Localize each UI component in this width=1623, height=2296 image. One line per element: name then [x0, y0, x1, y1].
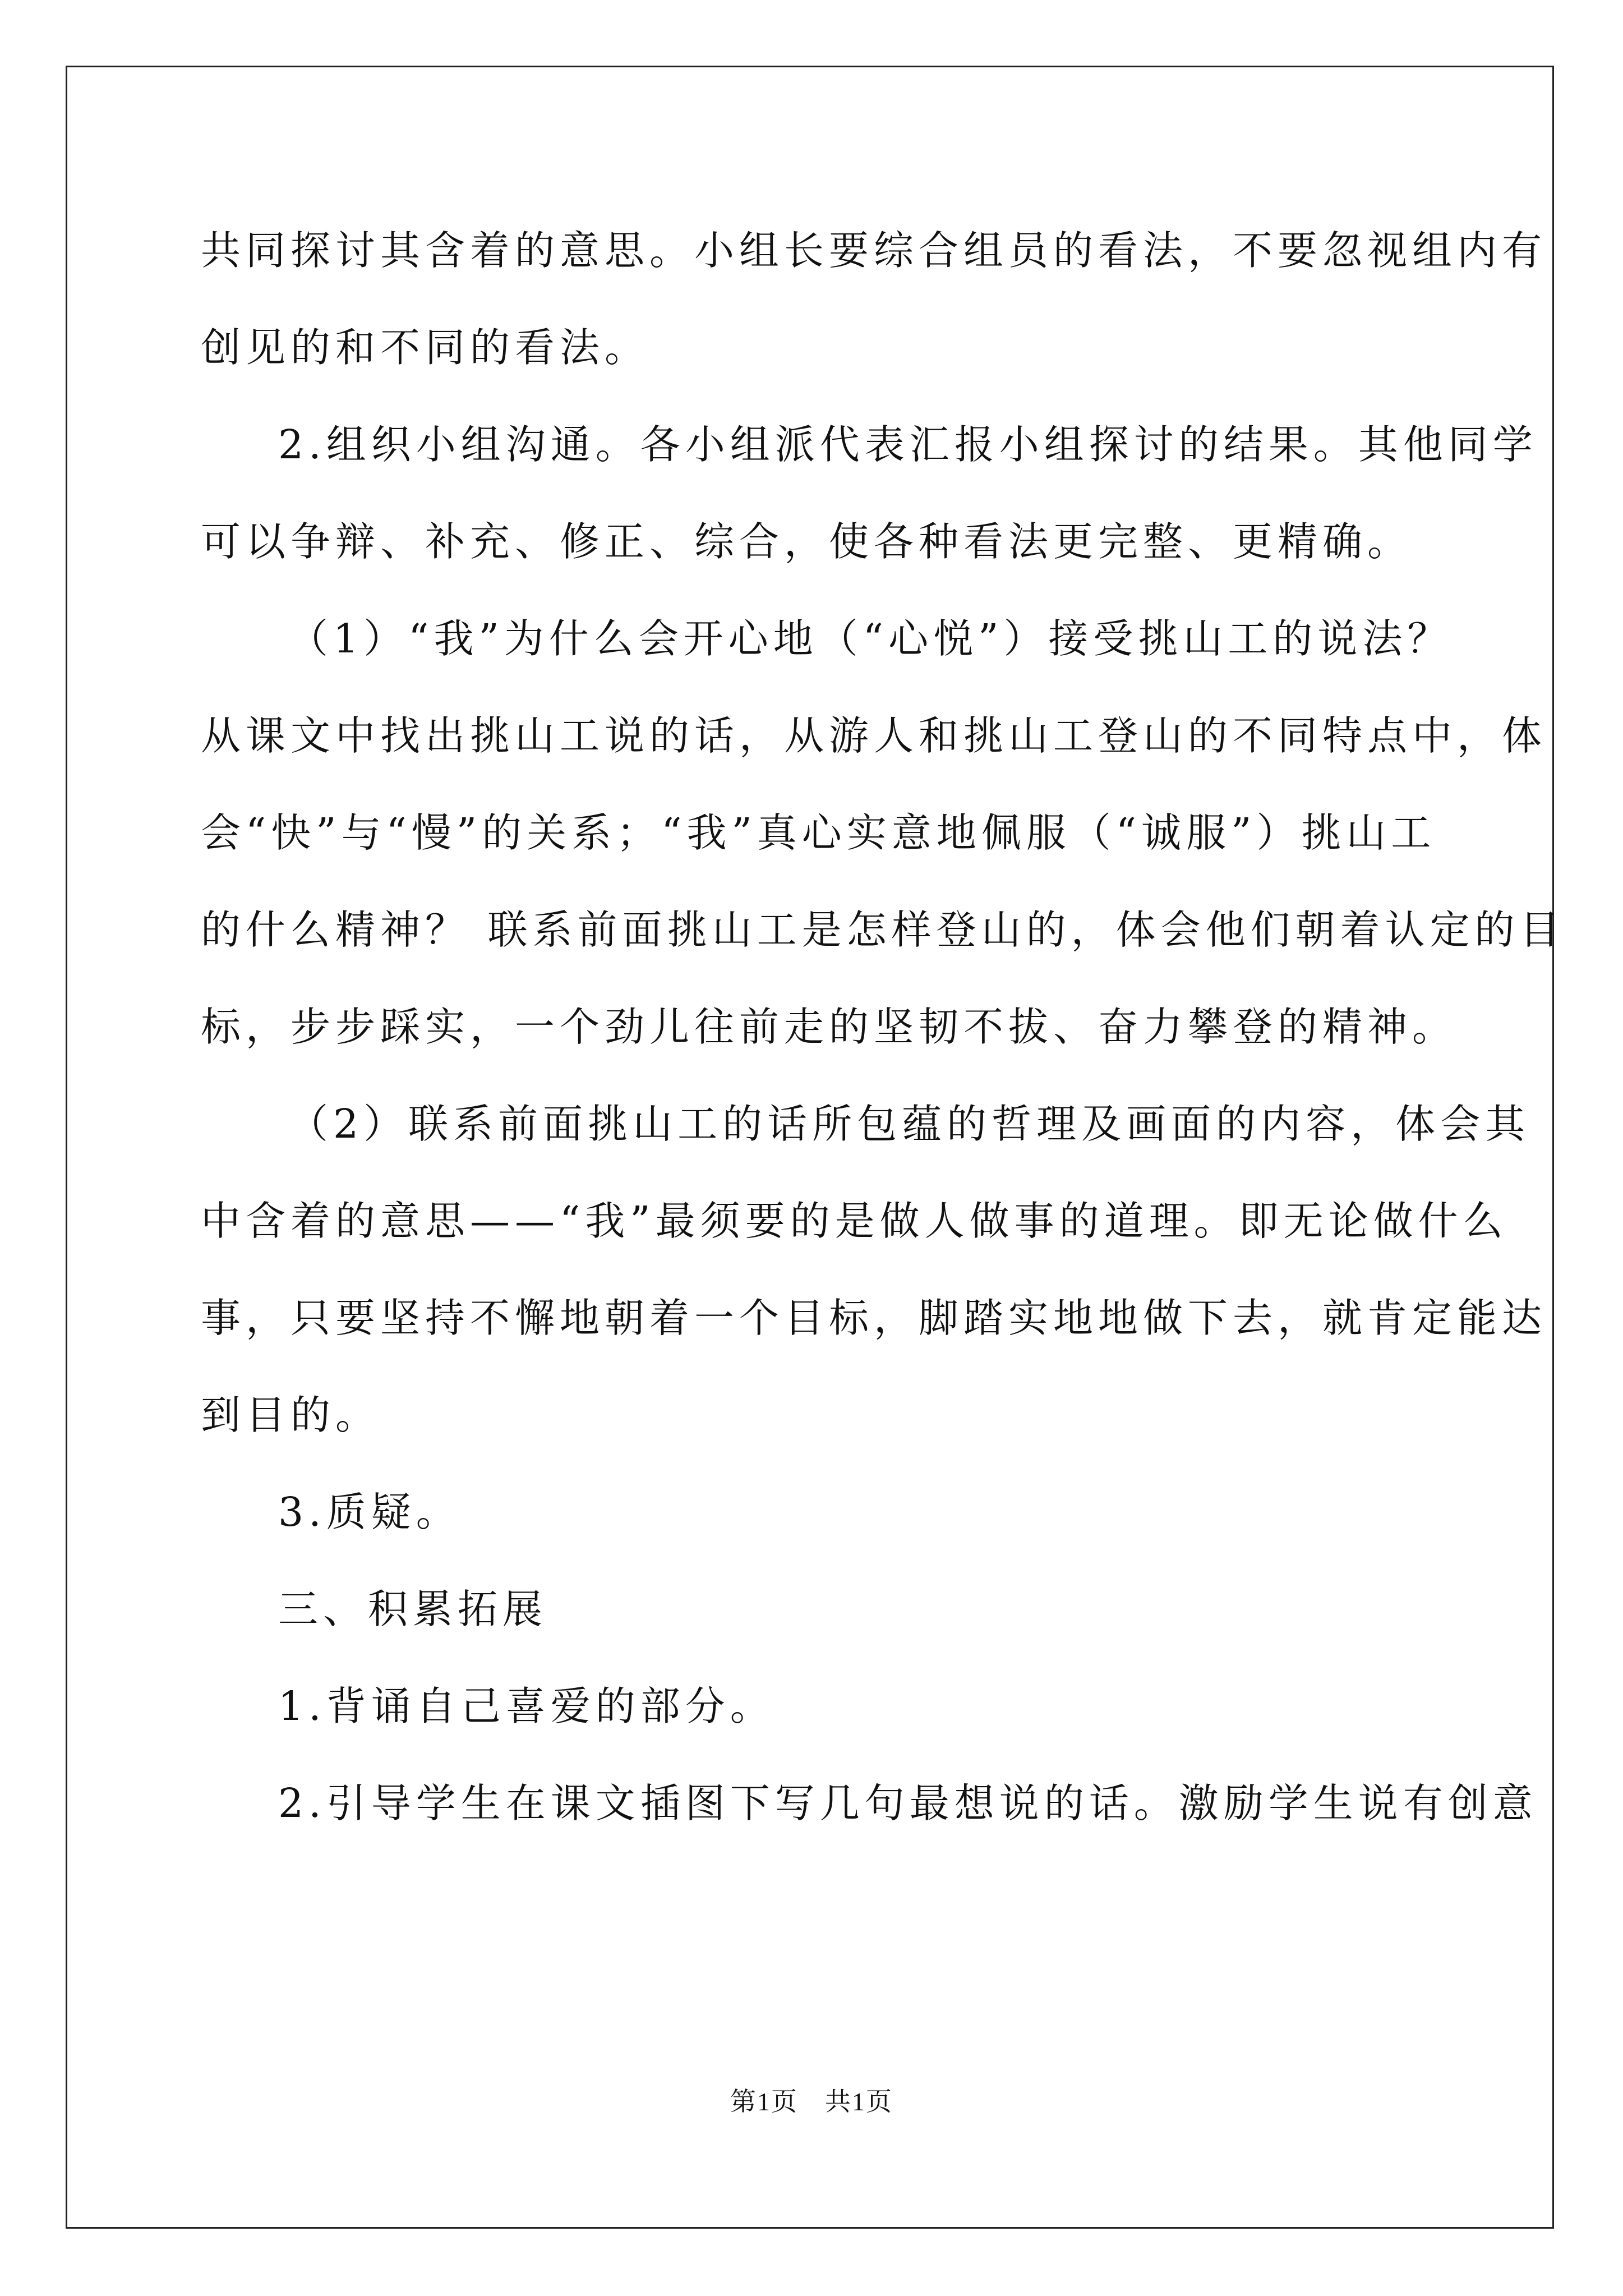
text-line: 事，只要坚持不懈地朝着一个目标，脚踏实地地做下去，就肯定能达 — [201, 1295, 1547, 1341]
text-line: 共同探讨其含着的意思。小组长要综合组员的看法，不要忽视组内有 — [201, 227, 1547, 274]
text-line: 创见的和不同的看法。 — [201, 324, 650, 371]
page-footer: 第1页 共1页 — [730, 2087, 893, 2116]
text-line: 2.引导学生在课文插图下写几句最想说的话。激励学生说有创意 — [278, 1780, 1538, 1826]
text-line: 从课文中找出挑山工说的话，从游人和挑山工登山的不同特点中，体 — [201, 712, 1547, 759]
text-line: （1）“我”为什么会开心地（“心悦”）接受挑山工的说法？ — [288, 615, 1453, 662]
text-line: 1.背诵自己喜爱的部分。 — [278, 1683, 775, 1729]
text-line: （2）联系前面挑山工的话所包蕴的哲理及画面的内容，体会其 — [288, 1101, 1530, 1147]
text-line: 到目的。 — [201, 1392, 381, 1438]
text-line: 3.质疑。 — [278, 1489, 461, 1535]
text-line: 中含着的意思——“我”最须要的是做人做事的道理。即无论做什么 — [201, 1198, 1508, 1244]
text-line: 会“快”与“慢”的关系；“我”真心实意地佩服（“诚服”）挑山工 — [201, 809, 1436, 856]
document-body — [201, 202, 1565, 1852]
text-line: 2.组织小组沟通。各小组派代表汇报小组探讨的结果。其他同学 — [278, 421, 1538, 468]
text-line: 标，步步踩实，一个劲儿往前走的坚韧不拔、奋力攀登的精神。 — [201, 1004, 1458, 1050]
text-line: 三、积累拓展 — [278, 1586, 548, 1632]
text-line: 可以争辩、补充、修正、综合，使各种看法更完整、更精确。 — [201, 518, 1413, 565]
text-line: 的什么精神？ 联系前面挑山工是怎样登山的，体会他们朝着认定的目 — [201, 907, 1565, 953]
